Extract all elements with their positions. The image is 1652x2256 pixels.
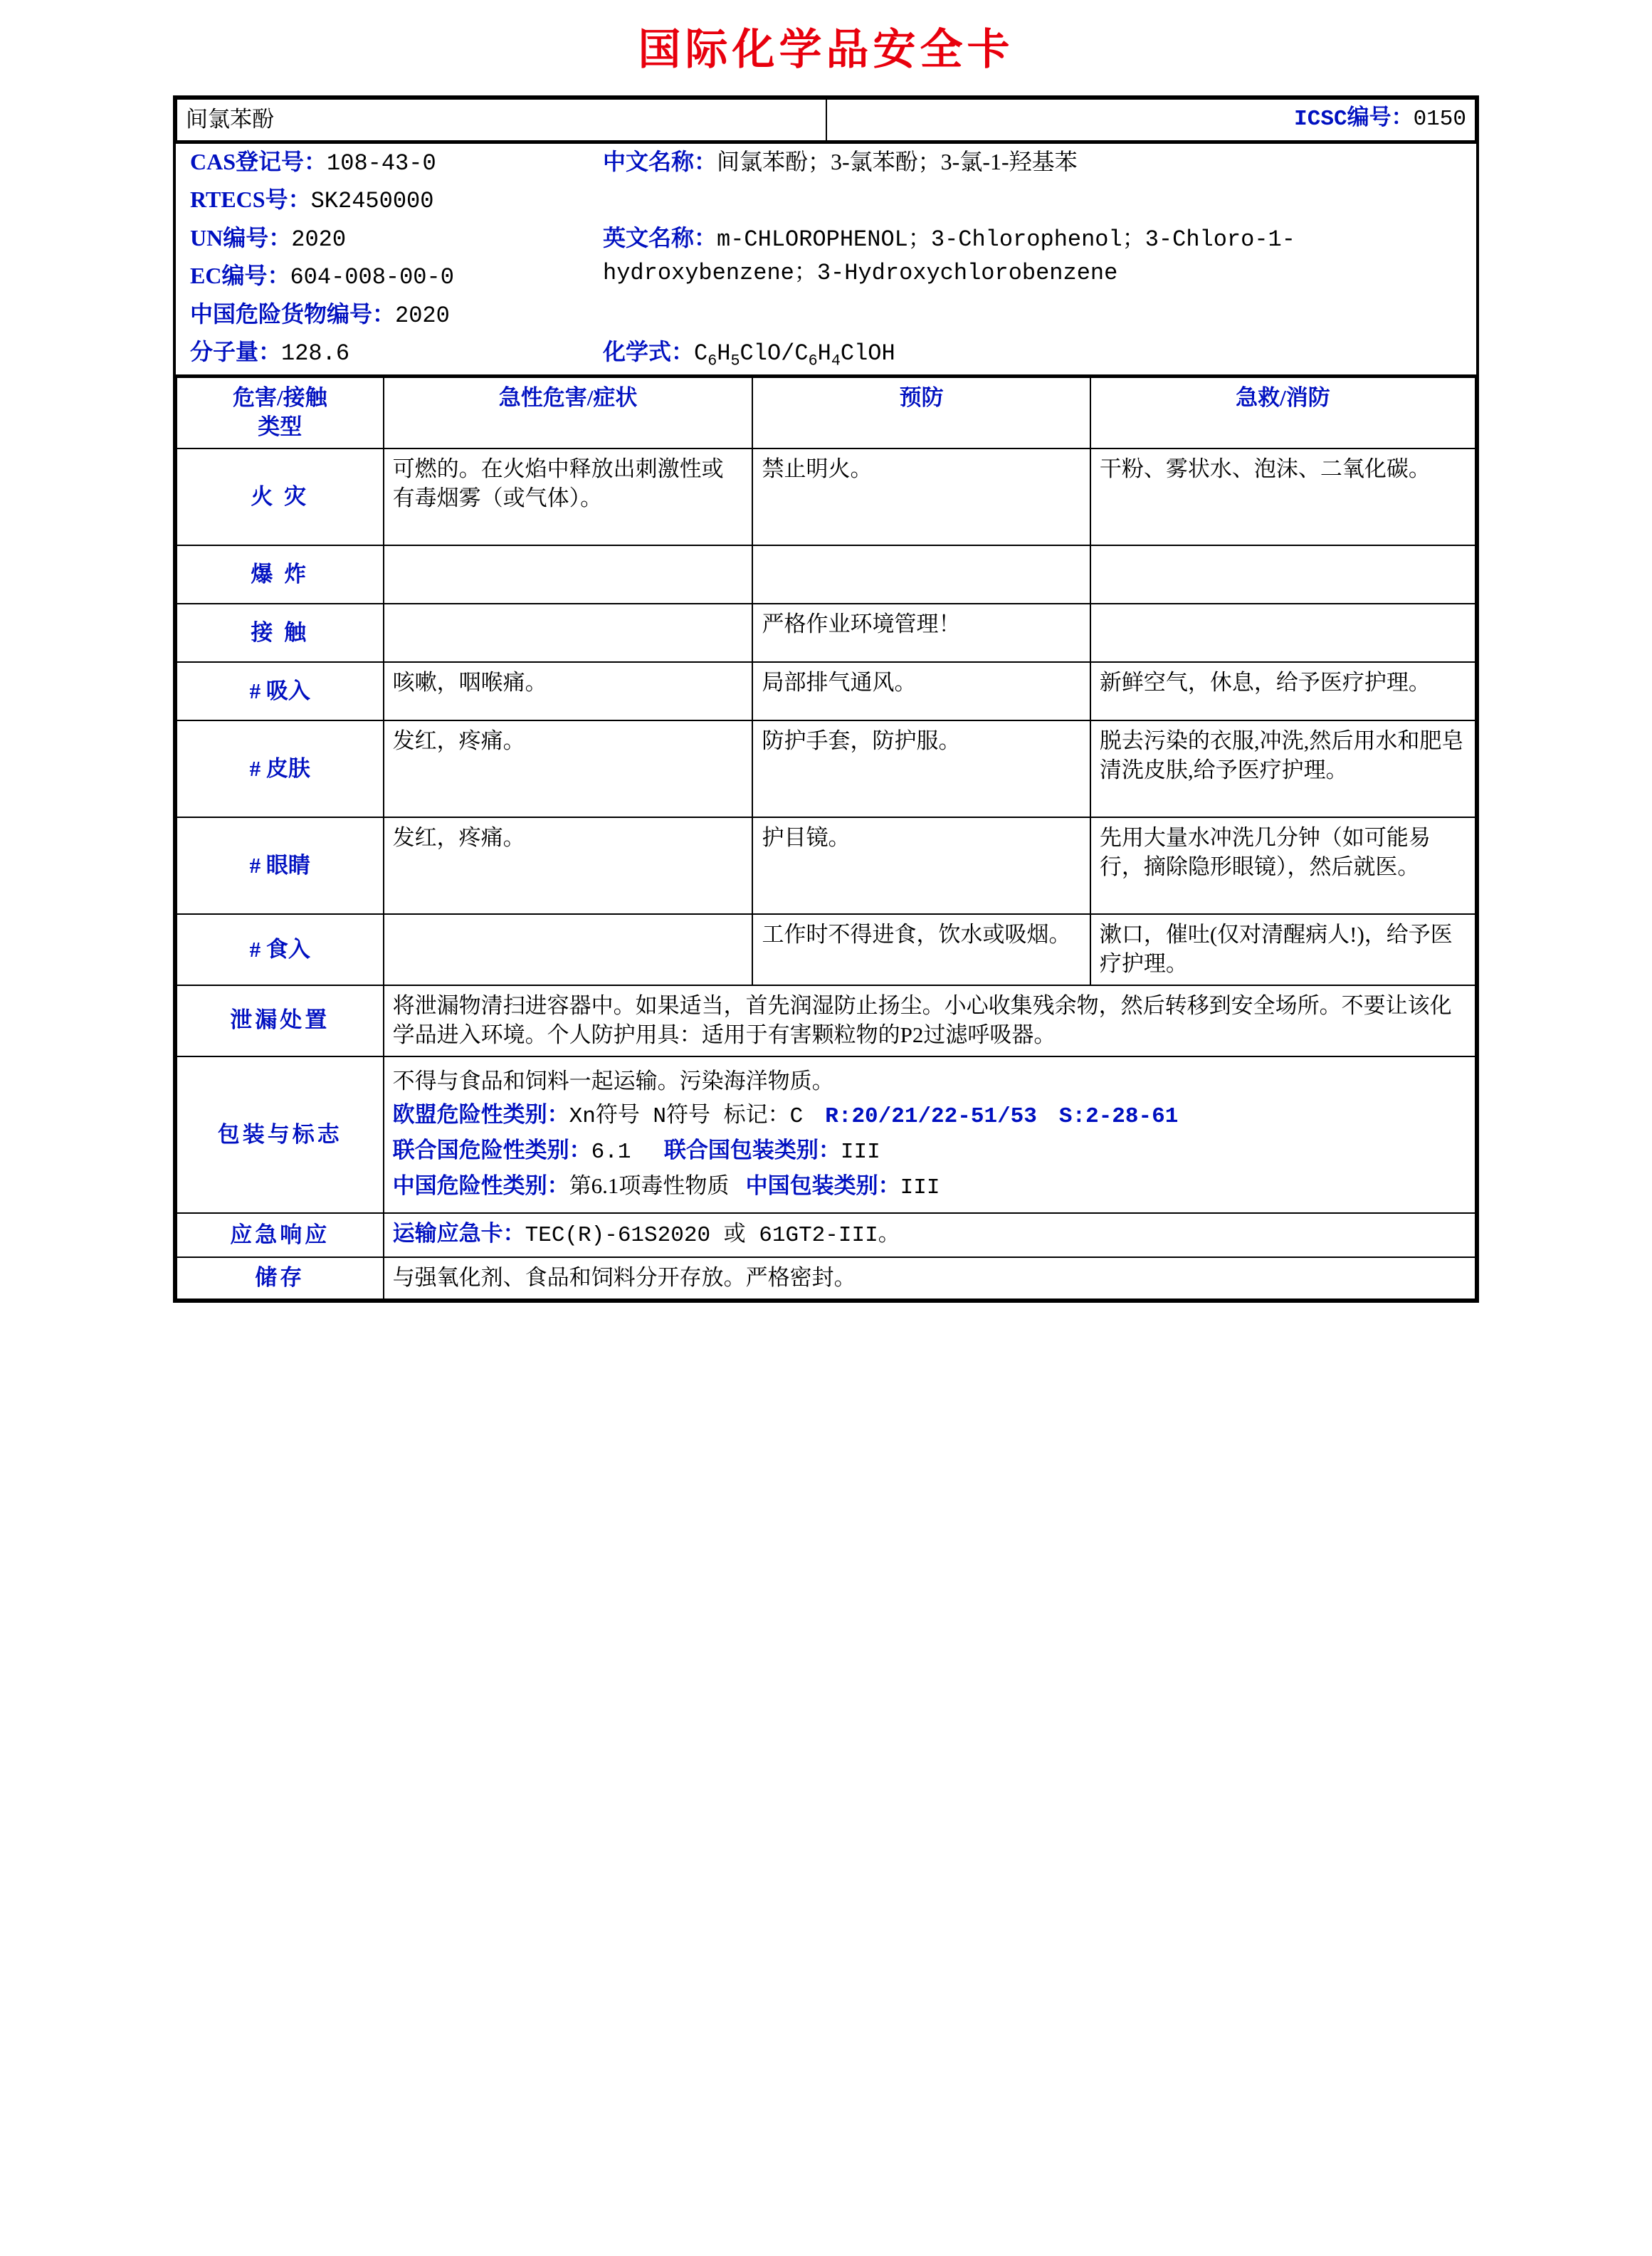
emergency-text <box>384 1213 1475 1257</box>
molecular-weight-row <box>176 334 589 374</box>
storage-row <box>177 1257 1475 1299</box>
header-row <box>177 99 1475 141</box>
cn-name-cell <box>589 144 1476 220</box>
cn-class-label: 中国危险性类别： <box>392 1172 569 1198</box>
page-title: 国际化学品安全卡 <box>638 26 1014 73</box>
inhalation-prevention: 局部排气通风。 <box>752 662 1090 720</box>
transport-card-label: 运输应急卡： <box>392 1221 525 1247</box>
packaging-text <box>384 1056 1475 1214</box>
cas-value: 108-43-0 <box>327 149 436 177</box>
cn-dg-value: 2020 <box>395 302 450 329</box>
eyes-firstaid: 先用大量水冲洗几分钟（如可能易行，摘除隐形眼镜），然后就医。 <box>1090 817 1475 914</box>
packaging-eu-line <box>393 1101 1466 1132</box>
cn-pack-label: 中国包装类别： <box>745 1172 900 1198</box>
col-header-prevention: 预防 <box>752 377 1090 448</box>
eyes-hazard: 发红，疼痛。 <box>384 817 753 914</box>
mw-label: 分子量： <box>190 339 282 365</box>
row-label-exposure: 接 触 <box>177 604 384 662</box>
fire-firstaid: 干粉、雾状水、泡沫、二氧化碳。 <box>1090 448 1475 545</box>
col-header-firstaid: 急救/消防 <box>1090 377 1475 448</box>
spill-text: 将泄漏物清扫进容器中。如果适当，首先润湿防止扬尘。小心收集残余物，然后转移到安全场所。不要让该化学品进入环境。个人防护用具：适用于有害颗粒物的P2过滤呼吸器。 <box>384 985 1475 1056</box>
eu-class-value: Xn符号 N符号 标记：C <box>569 1103 804 1129</box>
packaging-un-line <box>393 1136 1466 1168</box>
row-label-spill: 泄漏处置 <box>177 985 384 1056</box>
row-label-emergency: 应急响应 <box>177 1213 384 1257</box>
en-name-value: m-CHLOROPHENOL；3-Chlorophenol；3-Chloro-1-hydroxybenzene；3-Hydroxychlorobenzene <box>603 226 1295 287</box>
table-row <box>177 720 1475 817</box>
spill-row <box>177 985 1475 1056</box>
exposure-prevention: 严格作业环境管理！ <box>752 604 1090 662</box>
identification-block <box>176 142 1476 377</box>
transport-card-value: TEC(R)-61S2020 或 61GT2-III。 <box>525 1223 900 1249</box>
col-header-hazard: 急性危害/症状 <box>384 377 753 448</box>
ec-label: EC编号： <box>190 263 290 289</box>
eu-r-phrases: R:20/21/22-51/53 <box>825 1103 1037 1129</box>
explosion-hazard <box>384 545 753 604</box>
inhalation-hazard: 咳嗽，咽喉痛。 <box>384 662 753 720</box>
en-name-label: 英文名称： <box>603 224 717 251</box>
rtecs-row <box>176 182 589 219</box>
un-pack-value: III <box>840 1139 880 1165</box>
cn-class-value: 第6.1项毒性物质 <box>569 1172 730 1198</box>
icsc-number-cell <box>826 99 1476 141</box>
ec-value: 604-008-00-0 <box>290 264 454 291</box>
cas-row <box>176 144 589 182</box>
emergency-row <box>177 1213 1475 1257</box>
cn-name-value: 间氯苯酚；3-氯苯酚；3-氯-1-羟基苯 <box>717 148 1078 174</box>
row-label-inhalation: # 吸入 <box>177 662 384 720</box>
table-row <box>177 662 1475 720</box>
un-value: 2020 <box>291 226 347 253</box>
exposure-hazard <box>384 604 753 662</box>
card-header-table <box>176 98 1476 142</box>
row-label-ingestion: # 食入 <box>177 914 384 985</box>
packaging-line1: 不得与食品和饲料一起运输。污染海洋物质。 <box>392 1068 834 1093</box>
inhalation-firstaid: 新鲜空气，休息，给予医疗护理。 <box>1090 662 1475 720</box>
icsc-label: ICSC编号： <box>1294 107 1414 132</box>
eu-class-label: 欧盟危险性类别： <box>392 1101 569 1127</box>
un-class-value: 6.1 <box>591 1139 631 1165</box>
formula-label: 化学式： <box>603 339 695 365</box>
un-class-label: 联合国危险性类别： <box>392 1137 591 1163</box>
rtecs-value: SK2450000 <box>310 188 434 215</box>
eu-s-phrases: S:2-28-61 <box>1058 1103 1179 1129</box>
id-row-1 <box>176 144 1476 182</box>
un-row <box>176 220 589 258</box>
identification-table <box>176 144 1476 374</box>
fire-hazard: 可燃的。在火焰中释放出刺激性或有毒烟雾（或气体）。 <box>384 448 753 545</box>
un-pack-label: 联合国包装类别： <box>663 1137 841 1163</box>
fire-prevention: 禁止明火。 <box>752 448 1090 545</box>
col-header-type <box>177 377 384 448</box>
cn-dg-label: 中国危险货物编号： <box>190 300 396 327</box>
col-header-type-line1: 危害/接触 <box>232 385 327 411</box>
hazard-table-header <box>177 377 1475 448</box>
ingestion-hazard <box>384 914 753 985</box>
cn-name-label: 中文名称： <box>603 148 717 174</box>
table-row <box>177 914 1475 985</box>
table-row <box>177 448 1475 545</box>
eyes-prevention: 护目镜。 <box>752 817 1090 914</box>
formula-value: $C_6H_5ClO/C_6H_4ClOH$ <box>694 340 895 370</box>
row-label-skin: # 皮肤 <box>177 720 384 817</box>
table-row <box>177 604 1475 662</box>
explosion-prevention <box>752 545 1090 604</box>
id-row-3 <box>176 220 1476 258</box>
un-label: UN编号： <box>190 224 292 251</box>
cn-dangerous-goods-row <box>176 296 589 334</box>
hazard-table <box>176 377 1476 1300</box>
table-row <box>177 545 1475 604</box>
skin-hazard: 发红，疼痛。 <box>384 720 753 817</box>
safety-card <box>173 95 1479 1303</box>
packaging-row <box>177 1056 1475 1214</box>
col-header-type-line2: 类型 <box>258 414 302 440</box>
explosion-firstaid <box>1090 545 1475 604</box>
table-row <box>177 817 1475 914</box>
ingestion-prevention: 工作时不得进食，饮水或吸烟。 <box>752 914 1090 985</box>
packaging-cn-line <box>393 1172 1466 1203</box>
rtecs-label: RTECS号： <box>190 187 311 213</box>
ingestion-firstaid: 漱口，催吐(仅对清醒病人!)，给予医疗护理。 <box>1090 914 1475 985</box>
row-label-eyes: # 眼睛 <box>177 817 384 914</box>
cas-label: CAS登记号： <box>190 148 327 174</box>
formula-cell <box>589 334 1476 374</box>
en-name-cell <box>589 220 1476 334</box>
mw-value: 128.6 <box>281 340 350 367</box>
icsc-number: 0150 <box>1413 107 1466 132</box>
cn-pack-value: III <box>900 1175 940 1200</box>
exposure-firstaid <box>1090 604 1475 662</box>
row-label-storage: 储存 <box>177 1257 384 1299</box>
row-label-packaging: 包装与标志 <box>177 1056 384 1214</box>
substance-name: 间氯苯酚 <box>177 99 826 141</box>
storage-text: 与强氧化剂、食品和饲料分开存放。严格密封。 <box>384 1257 1475 1299</box>
id-row-6 <box>176 334 1476 374</box>
row-label-fire: 火 灾 <box>177 448 384 545</box>
skin-firstaid: 脱去污染的衣服,冲洗,然后用水和肥皂清洗皮肤,给予医疗护理。 <box>1090 720 1475 817</box>
row-label-explosion: 爆 炸 <box>177 545 384 604</box>
ec-row <box>176 258 589 295</box>
skin-prevention: 防护手套，防护服。 <box>752 720 1090 817</box>
